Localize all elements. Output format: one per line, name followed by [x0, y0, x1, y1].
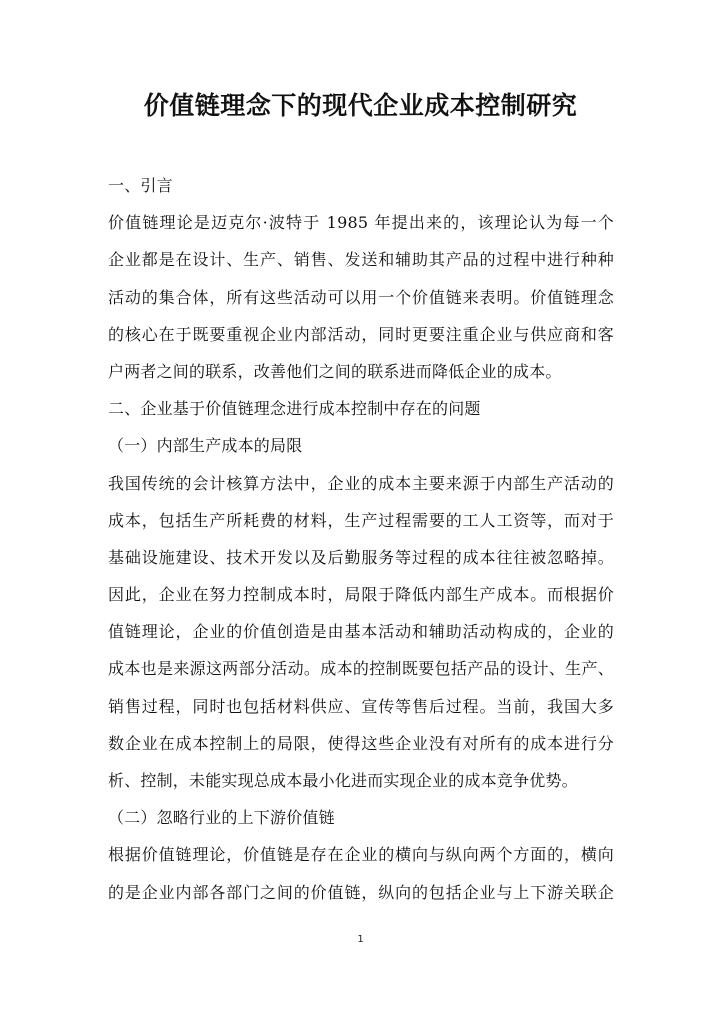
paragraph-line: 价值链理论是迈克尔·波特于 1985 年提出来的，该理论认为每一个 — [108, 213, 614, 233]
paragraph-line: 值链理论，企业的价值创造是由基本活动和辅助活动构成的，企业的 — [108, 622, 614, 642]
subsection-heading: （一）内部生产成本的局限 — [108, 436, 303, 456]
paragraph-line: 根据价值链理论，价值链是存在企业的横向与纵向两个方面的，横向 — [108, 845, 614, 865]
paragraph-line: 活动的集合体，所有这些活动可以用一个价值链来表明。价值链理念 — [108, 287, 614, 307]
section-heading: 二、企业基于价值链理念进行成本控制中存在的问题 — [108, 399, 481, 419]
paragraph-line: 我国传统的会计核算方法中，企业的成本主要来源于内部生产活动的 — [108, 473, 614, 493]
section-heading: 一、引言 — [108, 176, 173, 195]
paragraph-line: 因此，企业在努力控制成本时，局限于降低内部生产成本。而根据价 — [108, 585, 614, 605]
paragraph-line: 成本，包括生产所耗费的材料，生产过程需要的工人工资等，而对于 — [108, 510, 614, 530]
document-title: 价值链理念下的现代企业成本控制研究 — [143, 91, 578, 120]
paragraph-line: 数企业在成本控制上的局限，使得这些企业没有对所有的成本进行分 — [108, 733, 614, 753]
paragraph-line: 户两者之间的联系，改善他们之间的联系进而降低企业的成本。 — [108, 361, 562, 381]
paragraph-line: 的是企业内部各部门之间的价值链，纵向的包括企业与上下游关联企 — [108, 882, 614, 902]
paragraph-line: 企业都是在设计、生产、销售、发送和辅助其产品的过程中进行种种 — [108, 250, 614, 270]
page-number: 1 — [357, 934, 364, 945]
paragraph-line: 的核心在于既要重视企业内部活动，同时更要注重企业与供应商和客 — [108, 324, 614, 344]
paragraph-line: 成本也是来源这两部分活动。成本的控制既要包括产品的设计、生产、 — [108, 659, 614, 679]
paragraph-line: 基础设施建设、技术开发以及后勤服务等过程的成本往往被忽略掉。 — [108, 547, 614, 567]
document-body — [108, 167, 614, 911]
paragraph-line: 销售过程，同时也包括材料供应、宣传等售后过程。当前，我国大多 — [108, 696, 614, 716]
subsection-heading: （二）忽略行业的上下游价值链 — [108, 808, 335, 828]
paragraph-line: 析、控制，未能实现总成本最小化进而实现企业的成本竞争优势。 — [108, 771, 578, 790]
